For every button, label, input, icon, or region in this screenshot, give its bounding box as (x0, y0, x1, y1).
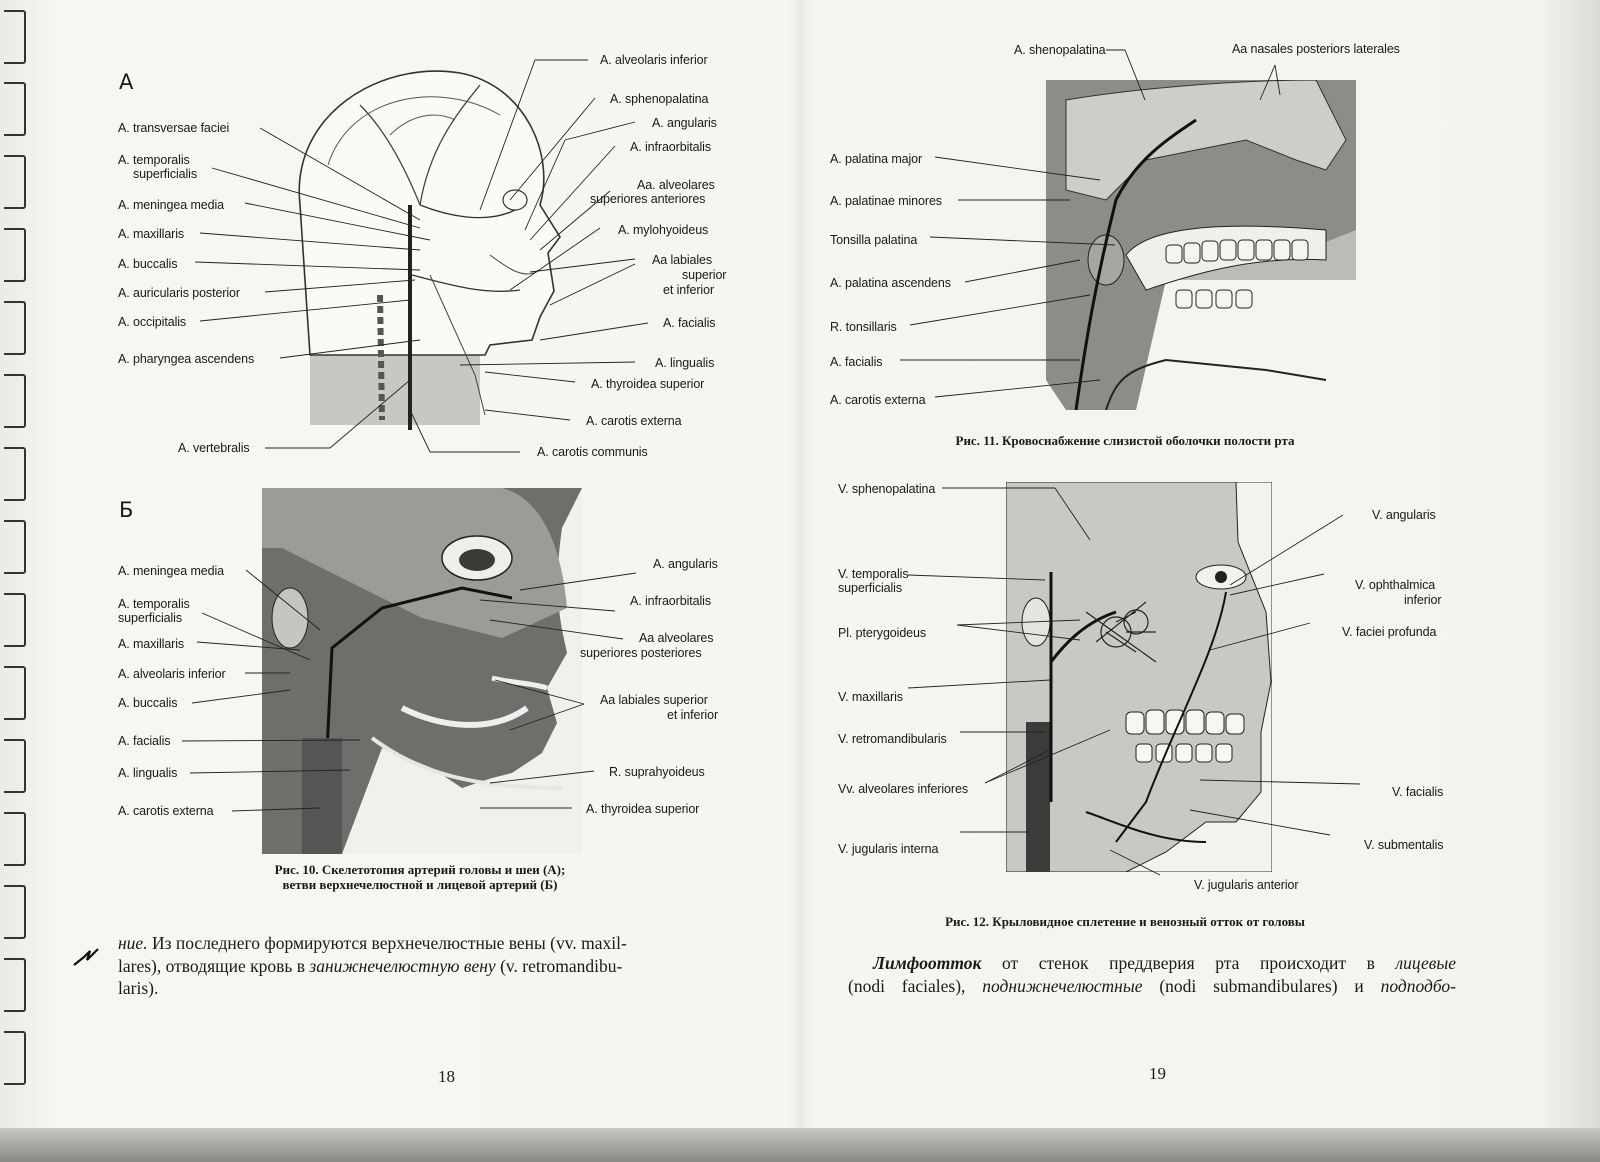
fig10a-leader-lines (100, 50, 740, 470)
label-a-carotis-communis: A. carotis communis (537, 445, 648, 459)
label-a-carotis-externa: A. carotis externa (586, 414, 682, 428)
right-text-fragment-2: от стенок преддверия рта происходит в (981, 953, 1396, 973)
label-a-occipitalis: A. occipitalis (118, 315, 187, 329)
label-b-angularis: A. angularis (653, 557, 718, 571)
label-v-jugularis-interna: V. jugularis interna (838, 842, 939, 856)
label-a-maxillaris: A. maxillaris (118, 227, 185, 241)
label-b-aa-alveolares-superiores-posteriores: superiores posteriores (580, 646, 702, 660)
label-a-buccalis: A. buccalis (118, 257, 178, 271)
figure-10-caption (200, 862, 640, 892)
label-b-maxillaris: A. maxillaris (118, 637, 185, 651)
label-a-shenopalatina: A. shenopalatina (1014, 43, 1106, 57)
label-b-alveolaris-inferior: A. alveolaris inferior (118, 667, 226, 681)
left-page-paragraph (118, 932, 730, 1000)
label-v-maxillaris: V. maxillaris (838, 690, 903, 704)
left-text-fragment-2: Из последнего формируются верхнечелюстные вены (vv. maxil- (147, 933, 627, 953)
left-text-fragment-3: lares), отводящие кровь в (118, 955, 310, 976)
left-text-fragment-4: занижнечелюстную вену (309, 955, 496, 976)
right-text-fragment-7: подподбо- (1380, 975, 1456, 996)
label-vv-alveolares-inferiores: Vv. alveolares inferiores (838, 782, 968, 796)
left-text-fragment-6: laris). (118, 978, 159, 998)
label-a-temporalis-superficialis: superficialis (133, 167, 198, 181)
label-b-carotis-externa: A. carotis externa (118, 804, 214, 818)
label-b-r-suprahyoideus: R. suprahyoideus (609, 765, 705, 779)
label-b-thyroidea-superior: A. thyroidea superior (586, 802, 700, 816)
label-b-aa-alveolares: Aa alveolares (639, 631, 714, 645)
label-b-aa-labiales-superior: Aa labiales superior (600, 693, 708, 707)
label-v-facialis: V. facialis (1392, 785, 1444, 799)
label-b-aa-labiales-et-inferior: et inferior (667, 708, 719, 722)
label-a-palatinae-minores: A. palatinae minores (830, 194, 942, 208)
right-page-paragraph (848, 952, 1456, 997)
label-v-temporalis: V. temporalis (838, 567, 909, 581)
pen-annotation-mark (72, 945, 102, 969)
left-text-fragment-1: ние. (118, 933, 148, 953)
label-tonsilla-palatina: Tonsilla palatina (830, 233, 918, 247)
figure-12-caption: Рис. 12. Крыловидное сплетение и венозный отток от головы (945, 914, 1305, 929)
label-b-temporalis: A. temporalis (118, 597, 190, 611)
label-aa-labiales-et-inferior: et inferior (663, 283, 715, 297)
label-a-angularis: A. angularis (652, 116, 717, 130)
right-text-fragment-4: (nodi faciales), (848, 975, 983, 996)
figure-10-caption-line2: ветви верхнечелюстной и лицевой артерий (Б) (282, 877, 558, 892)
label-v-faciei-profunda: V. faciei profunda (1342, 625, 1437, 639)
label-v-retromandibularis: V. retromandibularis (838, 732, 947, 746)
label-a-palatina-ascendens: A. palatina ascendens (830, 276, 951, 290)
label-a-sphenopalatina: A. sphenopalatina (610, 92, 709, 106)
label-pl-pterygoideus: Pl. pterygoideus (838, 626, 927, 640)
label-aa-labiales: Aa labiales (652, 253, 713, 267)
label-a-meningea-media: A. meningea media (118, 198, 225, 212)
label-aa-nasales-posteriors-laterales: Aa nasales posteriors laterales (1232, 42, 1400, 56)
label-v-sphenopalatina: V. sphenopalatina (838, 482, 936, 496)
label-v-angularis: V. angularis (1372, 508, 1436, 522)
right-text-fragment-1: Лимфоотток (873, 953, 982, 973)
label-a-infraorbitalis: A. infraorbitalis (630, 140, 711, 154)
fig12-leader-lines (900, 480, 1440, 900)
label-b-facialis: A. facialis (118, 734, 171, 748)
label-b-buccalis: A. buccalis (118, 696, 178, 710)
figure-10-caption-line1: Рис. 10. Скелетотопия артерий головы и шеи (А); (274, 862, 566, 877)
right-text-fragment-3: лицевые (1395, 953, 1456, 973)
page-number-left: 18 (438, 1067, 455, 1086)
scan-bottom-edge (0, 1128, 1600, 1162)
page-number-right: 19 (1149, 1064, 1166, 1083)
fig11-leader-lines (900, 40, 1430, 420)
label-a-lingualis: A. lingualis (655, 356, 715, 370)
label-b-lingualis: A. lingualis (118, 766, 178, 780)
label-b-meningea-media: A. meningea media (118, 564, 225, 578)
figure-panel-letter-a: А (119, 70, 134, 94)
label-v-submentalis: V. submentalis (1364, 838, 1444, 852)
label-aa-alveolares: Aa. alveolares (637, 178, 715, 192)
label-aa-alveolares-superiores-anteriores: superiores anteriores (590, 192, 706, 206)
label-a-alveolaris-inferior: A. alveolaris inferior (600, 53, 708, 67)
label-b-temporalis-superficialis: superficialis (118, 611, 183, 625)
label-v-ophthalmica: V. ophthalmica (1355, 578, 1436, 592)
label-a-vertebralis: A. vertebralis (178, 441, 250, 455)
label-a-transversae-faciei: A. transversae faciei (118, 121, 230, 135)
label-a-temporalis: A. temporalis (118, 153, 190, 167)
spiral-binding (0, 0, 26, 1130)
label-a-thyroidea-superior: A. thyroidea superior (591, 377, 705, 391)
label-a-pharyngea-ascendens: A. pharyngea ascendens (118, 352, 255, 366)
label-fig11-a-facialis: A. facialis (830, 355, 883, 369)
label-a-mylohyoideus: A. mylohyoideus (618, 223, 709, 237)
figure-panel-letter-b: Б (119, 498, 134, 522)
label-v-ophthalmica-inferior: inferior (1404, 593, 1442, 607)
left-text-fragment-5: (v. retromandibu- (495, 955, 623, 976)
label-r-tonsillaris: R. tonsillaris (830, 320, 897, 334)
label-a-palatina-major: A. palatina major (830, 152, 923, 166)
right-text-fragment-6: (nodi submandibulares) и (1142, 975, 1381, 996)
label-b-infraorbitalis: A. infraorbitalis (630, 594, 711, 608)
label-a-facialis: A. facialis (663, 316, 716, 330)
right-text-fragment-5: поднижнечелюстные (982, 975, 1143, 996)
label-aa-labiales-superior: superior (682, 268, 727, 282)
figure-11-caption: Рис. 11. Кровоснабжение слизистой оболочки полости рта (955, 433, 1295, 448)
label-a-auricularis-posterior: A. auricularis posterior (118, 286, 240, 300)
label-fig11-a-carotis-externa: A. carotis externa (830, 393, 926, 407)
label-v-jugularis-anterior: V. jugularis anterior (1194, 878, 1299, 892)
label-v-temporalis-superficialis: superficialis (838, 581, 903, 595)
